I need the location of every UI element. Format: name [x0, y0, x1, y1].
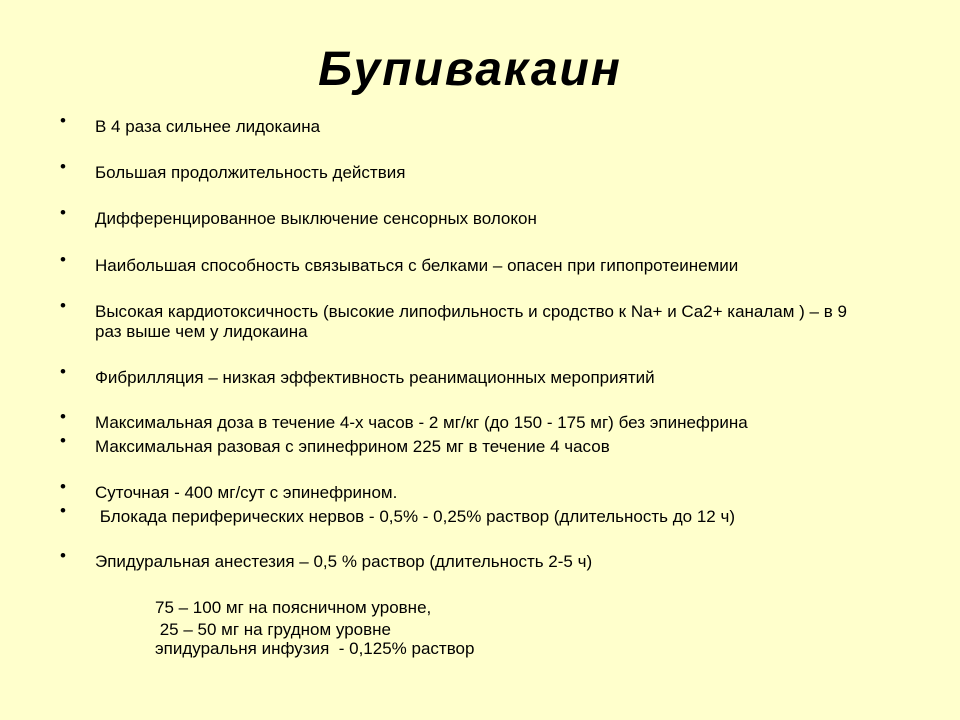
bullet-marker: • [60, 501, 66, 520]
bullet-item [60, 477, 920, 503]
bullet-marker: • [60, 546, 66, 565]
bullet-text: Эпидуральная анестезия – 0,5 % раствор (длительность 2-5 ч) [95, 552, 593, 571]
bullet-item [60, 111, 920, 137]
bullet-marker: • [60, 362, 66, 381]
bullet-text: Блокада периферических нервов - 0,5% - 0,25% раствор (длительность до 12 ч) [95, 507, 735, 526]
bullet-item [60, 296, 850, 342]
bullet-item [60, 407, 920, 433]
bullet-text: Наибольшая способность связываться с белками – опасен при гипопротеинемии [95, 256, 739, 275]
bullet-item [60, 203, 920, 229]
bullet-text: Фибрилляция – низкая эффективность реанимационных мероприятий [95, 368, 655, 387]
bullet-marker: • [60, 407, 66, 426]
bullet-text: В 4 раза сильнее лидокаина [95, 117, 321, 136]
bullet-text: Суточная - 400 мг/сут с эпинефрином. [95, 483, 398, 502]
dose-line: 75 – 100 мг на поясничном уровне, [155, 598, 432, 617]
bullet-text: Высокая кардиотоксичность (высокие липофильность и сродство к Na+ и Ca2+ каналам ) – в 9 раз выше чем у лидокаина [95, 302, 847, 341]
bullet-text: Большая продолжительность действия [95, 163, 406, 182]
bullet-item [60, 546, 920, 572]
slide-title: Бупивакаин [318, 43, 622, 96]
bullet-text: Максимальная разовая с эпинефрином 225 мг в течение 4 часов [95, 437, 610, 456]
bullet-marker: • [60, 203, 66, 222]
bullet-marker: • [60, 477, 66, 496]
bullet-item [60, 501, 920, 527]
bullet-marker: • [60, 431, 66, 450]
bullet-item [60, 431, 920, 457]
bullet-marker: • [60, 250, 66, 269]
dose-line: эпидуральня инфузия - 0,125% раствор [155, 639, 475, 658]
bullet-marker: • [60, 296, 66, 315]
dose-line: 25 – 50 мг на грудном уровне [155, 620, 392, 639]
bullet-text: Дифференцированное выключение сенсорных волокон [95, 209, 537, 228]
bullet-marker: • [60, 111, 66, 130]
bullet-item [60, 157, 920, 183]
bullet-item [60, 250, 920, 276]
bullet-item [60, 362, 920, 388]
bullet-text: Максимальная доза в течение 4-х часов - 2 мг/кг (до 150 - 175 мг) без эпинефрина [95, 413, 748, 432]
bullet-marker: • [60, 157, 66, 176]
